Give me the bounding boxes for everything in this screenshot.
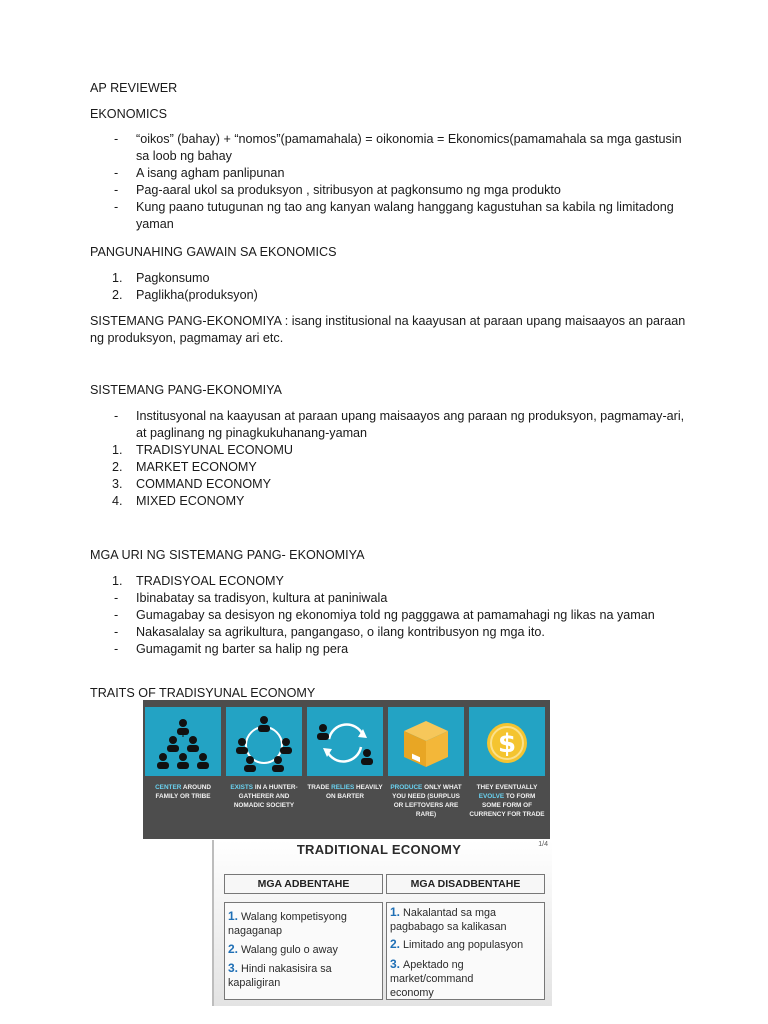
- traits-infographic: [143, 700, 550, 839]
- table-title: TRADITIONAL ECONOMY: [296, 842, 462, 857]
- section-heading-pangunahing-gawain: PANGUNAHING GAWAIN SA EKONOMICS: [90, 245, 337, 259]
- page-corner-mark: 1/4: [538, 841, 548, 848]
- people-circle-icon: [226, 707, 302, 776]
- box-icon: [388, 707, 464, 776]
- sistemang-list: [90, 408, 690, 510]
- list-item: 3. Apektado ng market/command economy: [390, 957, 474, 999]
- adbentahe-header: MGA ADBENTAHE: [224, 874, 383, 894]
- list-item: - Gumagabay sa desisyon ng ekonomiya told ng pagggawa at pamamahagi ng likas na yaman: [114, 608, 655, 622]
- trait-caption: EXISTS IN A HUNTER-GATHERER AND NOMADIC SOCIETY: [230, 784, 298, 809]
- trait-caption: TRADE RELIES HEAVILY ON BARTER: [307, 784, 383, 800]
- list-item: 2. Limitado ang populasyon: [390, 937, 524, 951]
- trade-arrows-icon: [307, 707, 383, 776]
- list-item: 3. COMMAND ECONOMY: [112, 477, 272, 491]
- trait-tile: [145, 707, 221, 832]
- list-item: - Ibinabatay sa tradisyon, kultura at paniniwala: [114, 591, 388, 605]
- disadbentahe-header: MGA DISADBENTAHE: [386, 874, 545, 894]
- list-item: 3. Hindi nakasisira sa kapaligiran: [228, 961, 332, 989]
- ekonomics-bullet-list: [90, 131, 690, 233]
- list-item: - “oikos” (bahay) + “nomos”(pamamahala) = oikonomia = Ekonomics(pamamahala sa mga gastusin sa loob ng bahay: [114, 132, 682, 163]
- mga-uri-list: [90, 573, 690, 658]
- traditional-economy-table: [212, 840, 552, 1006]
- trait-tile: [307, 707, 383, 832]
- definition-paragraph: SISTEMANG PANG-EKONOMIYA : isang institusional na kaayusan at paraan upang maisaayos an paraan ng produksyon, pagmamay ari etc.: [90, 314, 686, 345]
- list-item: - Gumagamit ng barter sa halip ng pera: [114, 642, 349, 656]
- list-item: 2. Paglikha(produksyon): [112, 288, 258, 302]
- list-item: 1. Nakalantad sa mga pagbabago sa kalikasan: [390, 905, 507, 933]
- trait-tile: [226, 707, 302, 832]
- list-item: - Kung paano tutugunan ng tao ang kanyan walang hanggang kagustuhan sa kabila ng limitadong yaman: [114, 200, 674, 231]
- list-item: 1. TRADISYUNAL ECONOMU: [112, 443, 293, 457]
- trait-caption: THEY EVENTUALLY EVOLVE TO FORM SOME FORM OF CURRENCY FOR TRADE: [469, 784, 545, 818]
- people-pyramid-icon: [145, 707, 221, 776]
- list-item: 1. TRADISYOAL ECONOMY: [112, 574, 284, 588]
- list-item: 1. Walang kompetisyong nagaganap: [228, 909, 347, 937]
- document-title: AP REVIEWER: [90, 81, 178, 95]
- list-item: 2. MARKET ECONOMY: [112, 460, 257, 474]
- section-heading-traits: TRAITS OF TRADISYUNAL ECONOMY: [90, 686, 316, 700]
- list-item: - Institusyonal na kaayusan at paraan upang maisaayos ang paraan ng produksyon, pagmamay-ari, at paglinang ng pinagkukuhanang-yaman: [114, 409, 685, 440]
- list-item: 1. Pagkonsumo: [112, 271, 210, 285]
- svg-text:$: $: [497, 729, 517, 759]
- list-item: - Pag-aaral ukol sa produksyon , sitribusyon at pagkonsumo ng mga produkto: [114, 183, 561, 197]
- dollar-coin-icon: [469, 707, 545, 776]
- list-item: - Nakasalalay sa agrikultura, pangangaso, o ilang kontribusyon ng mga ito.: [114, 625, 545, 639]
- list-item: 2. Walang gulo o away: [228, 942, 338, 956]
- trait-tile: [388, 707, 464, 832]
- list-item: 4. MIXED ECONOMY: [112, 494, 245, 508]
- adbentahe-box: [224, 902, 383, 1000]
- section-heading-mga-uri: MGA URI NG SISTEMANG PANG- EKONOMIYA: [90, 548, 365, 562]
- disadbentahe-box: [386, 902, 545, 1000]
- gawain-numbered-list: [90, 270, 690, 304]
- trait-caption: PRODUCE ONLY WHAT YOU NEED (SURPLUS OR LEFTOVERS ARE RARE): [390, 784, 462, 818]
- section-heading-ekonomics: EKONOMICS: [90, 107, 167, 121]
- trait-tile: [469, 707, 545, 832]
- list-item: - A isang agham panlipunan: [114, 166, 285, 180]
- trait-caption: CENTER AROUND FAMILY OR TRIBE: [155, 784, 211, 800]
- section-heading-sistemang: SISTEMANG PANG-EKONOMIYA: [90, 383, 282, 397]
